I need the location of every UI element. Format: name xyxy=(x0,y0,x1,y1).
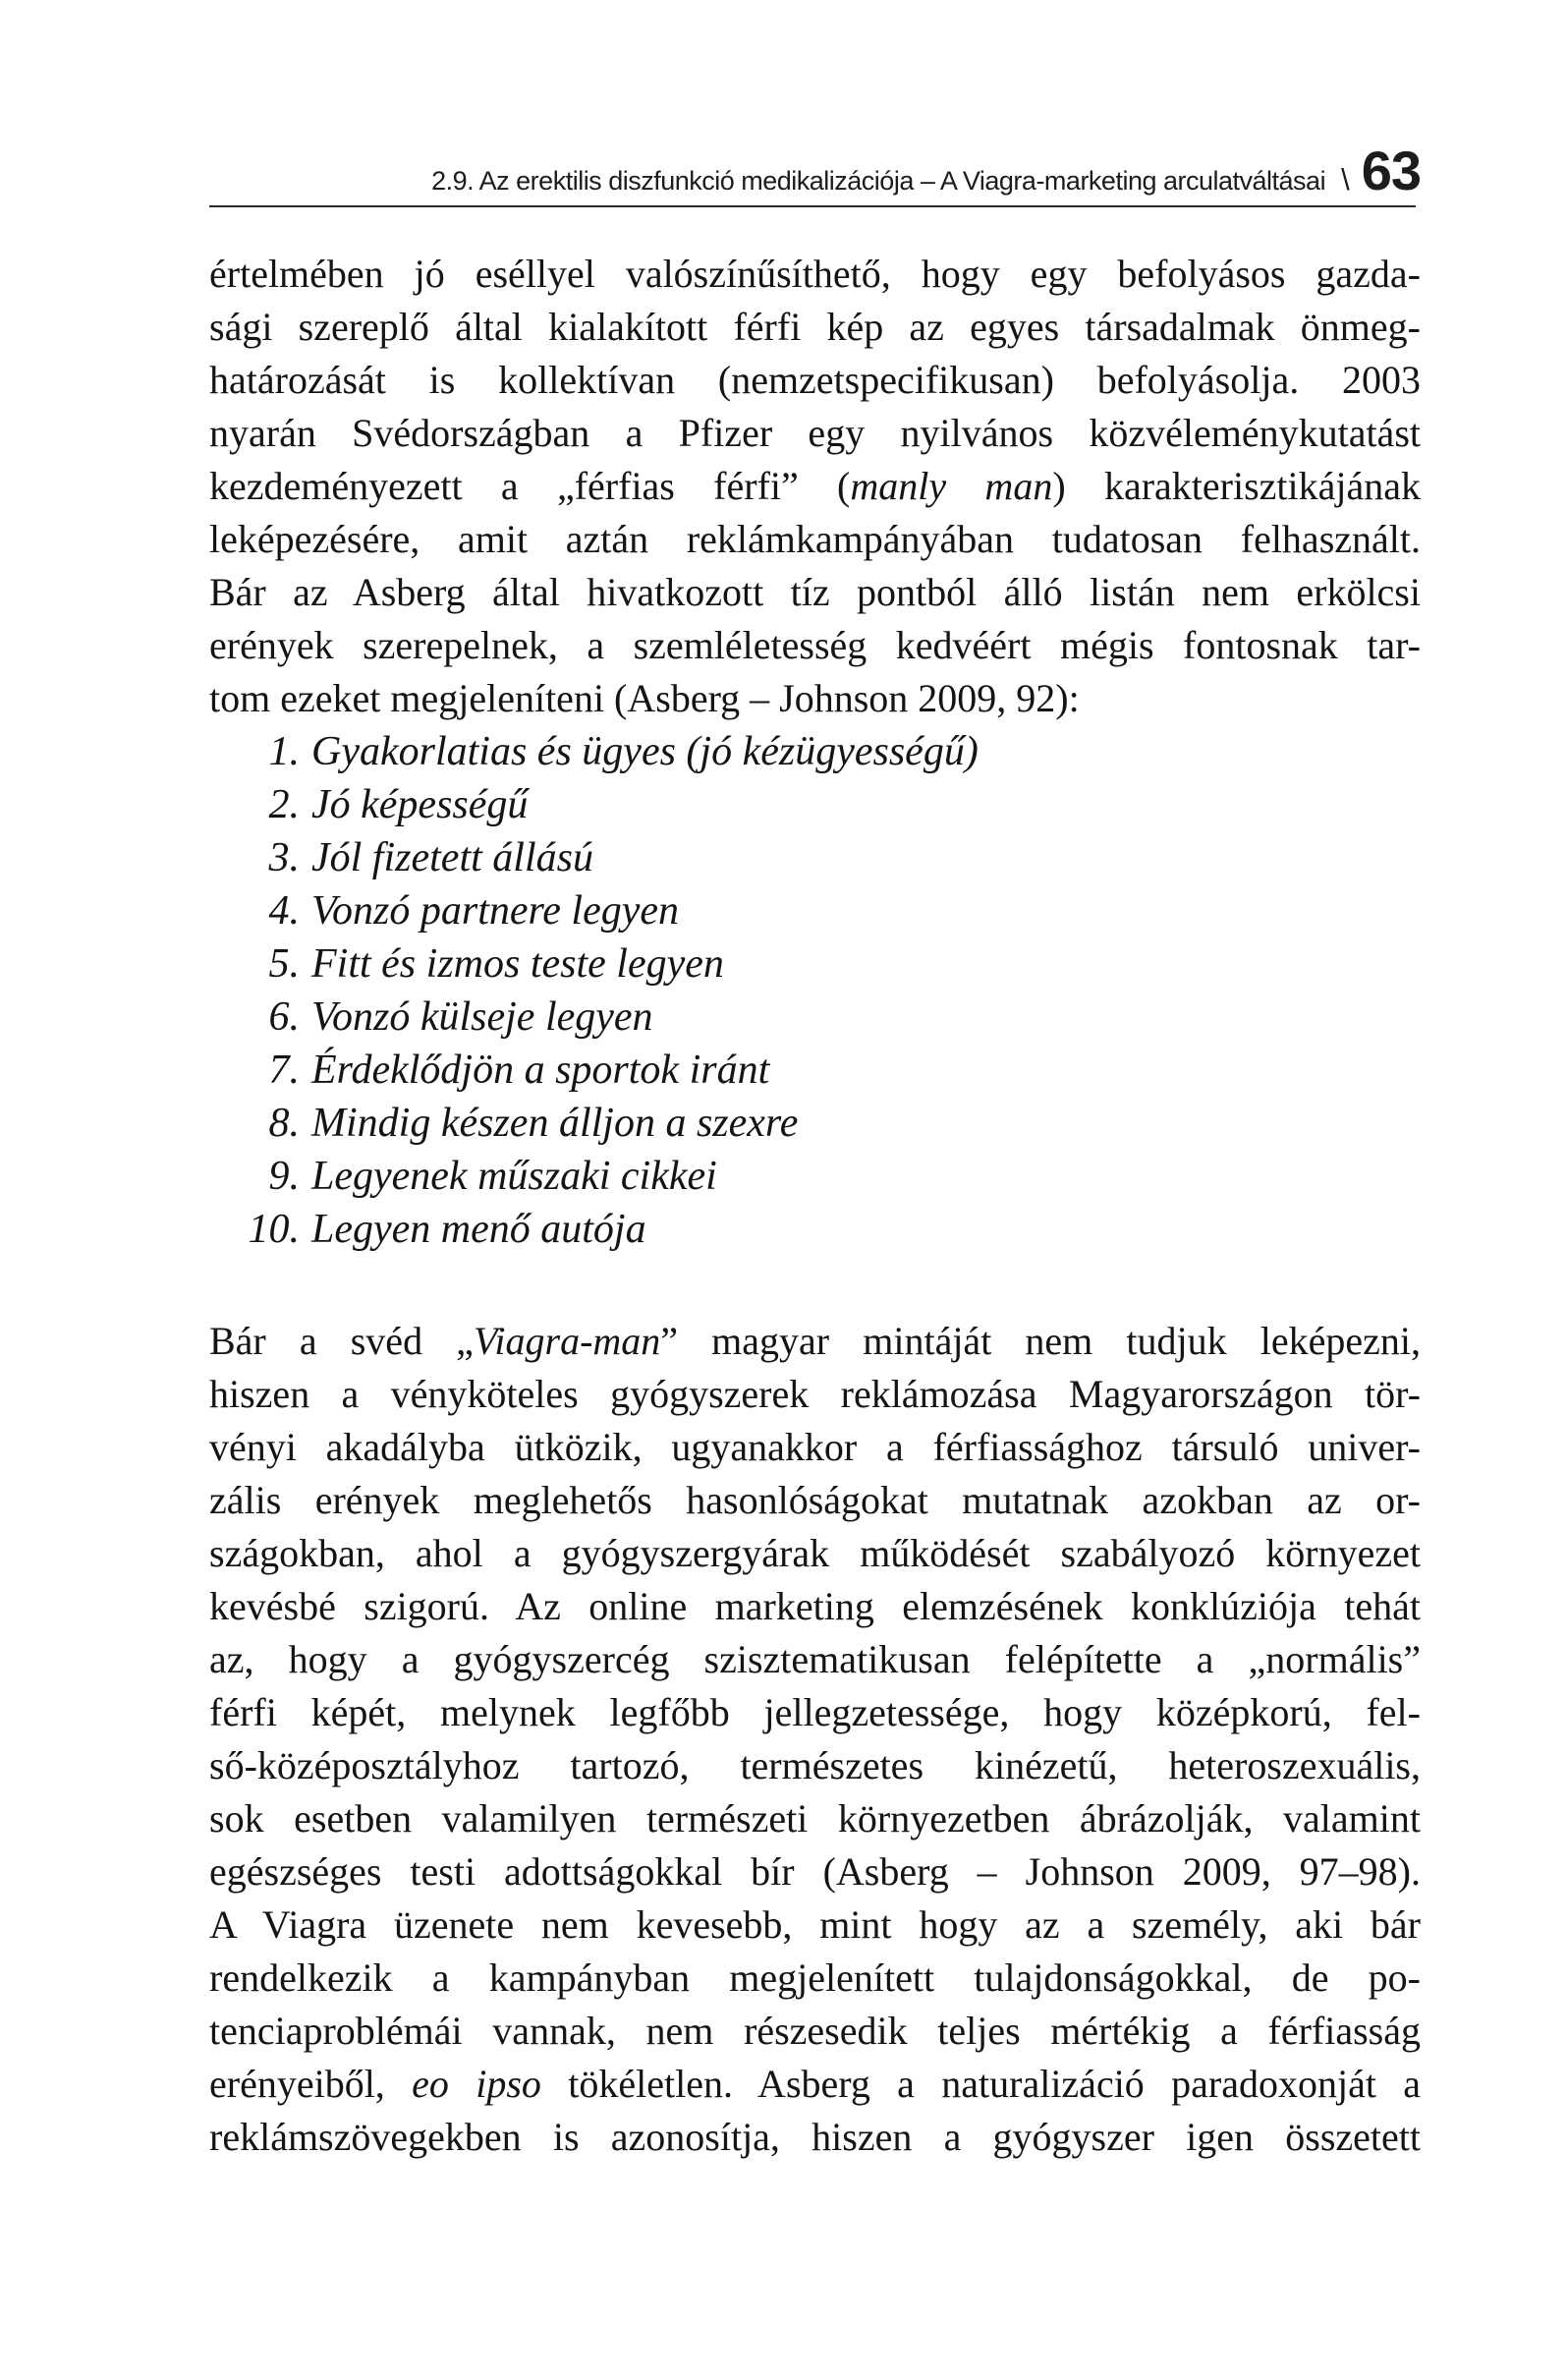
list-item xyxy=(209,1097,1421,1150)
text-segment: kezdeményezett a „férfias férfi” ( xyxy=(209,464,851,508)
text-line xyxy=(209,2111,1421,2164)
list-item xyxy=(209,725,1421,778)
text-line xyxy=(209,1315,1421,1368)
list-item-number: 10. xyxy=(248,1207,300,1252)
list-item-number: 5. xyxy=(268,941,300,987)
list-item xyxy=(209,778,1421,831)
header-separator: \ xyxy=(1341,162,1350,197)
text-segment: tökéletlen. Asberg a naturalizáció paradoxonját a xyxy=(540,2062,1422,2106)
text-line xyxy=(209,1633,1421,1686)
text-line xyxy=(209,2005,1421,2058)
text-segment: férfi képét, melynek legfőbb jellegzetessége, hogy középkorú, fel- xyxy=(209,1690,1421,1734)
page-header xyxy=(209,140,1421,201)
text-segment: leképezésére, amit aztán reklámkampányában tudatosan felhasznált. xyxy=(209,517,1421,561)
list-item-text: Vonzó külseje legyen xyxy=(311,994,653,1040)
text-segment: ” magyar mintáját nem tudjuk leképezni, xyxy=(660,1319,1421,1363)
list-item-number: 9. xyxy=(268,1154,300,1199)
text-segment: nyarán Svédországban a Pfizer egy nyilvános közvéleménykutatást xyxy=(209,411,1421,455)
text-line xyxy=(209,1580,1421,1633)
text-line xyxy=(209,1474,1421,1527)
list-item-number: 3. xyxy=(268,835,300,880)
list-item-number: 8. xyxy=(268,1101,300,1146)
text-segment: tenciaproblémái vannak, nem részesedik teljes mértékig a férfiasság xyxy=(209,2009,1421,2053)
text-segment: sági szereplő által kialakított férfi kép az egyes társadalmak önmeg- xyxy=(209,305,1421,349)
list-item-text: Érdeklődjön a sportok iránt xyxy=(311,1048,770,1093)
text-segment: ső-középosztályhoz tartozó, természetes kinézetű, heteroszexuális, xyxy=(209,1743,1421,1787)
list-item-text: Legyen menő autója xyxy=(311,1207,646,1252)
list-item-text: Gyakorlatias és ügyes (jó kézügyességű) xyxy=(311,729,979,774)
list-item-text: Vonzó partnere legyen xyxy=(311,888,680,934)
list-item-number: 4. xyxy=(268,888,300,934)
text-segment: kevésbé szigorú. Az online marketing elemzésének konklúziója tehát xyxy=(209,1584,1421,1628)
text-line xyxy=(209,460,1421,513)
text-segment: erényeiből, xyxy=(209,2062,413,2106)
page-number: 63 xyxy=(1361,140,1421,201)
text-line xyxy=(209,301,1421,354)
text-segment: egészséges testi adottságokkal bír (Asberg – Johnson 2009, 97–98). xyxy=(209,1849,1421,1894)
italic-phrase: Viagra-man xyxy=(473,1319,661,1363)
text-line xyxy=(209,248,1421,301)
text-line xyxy=(209,1792,1421,1845)
list-item-text: Jól fizetett állású xyxy=(311,835,593,880)
text-segment: tom ezeket megjeleníteni (Asberg – Johnson 2009, 92): xyxy=(209,676,1080,720)
list-item-text: Legyenek műszaki cikkei xyxy=(311,1154,717,1199)
text-line xyxy=(209,1845,1421,1898)
text-line xyxy=(209,1421,1421,1474)
text-segment: értelmében jó eséllyel valószínűsíthető, hogy egy befolyásos gazda- xyxy=(209,252,1421,296)
text-segment: az, hogy a gyógyszercég szisztematikusan felépítette a „normális” xyxy=(209,1637,1421,1681)
list-item xyxy=(209,937,1421,991)
text-line xyxy=(209,566,1421,619)
header-rule xyxy=(209,205,1416,207)
text-segment: A Viagra üzenete nem kevesebb, mint hogy az a személy, aki bár xyxy=(209,1902,1421,1947)
text-line xyxy=(209,407,1421,460)
text-segment: határozását is kollektívan (nemzetspecifikusan) befolyásolja. 2003 xyxy=(209,358,1421,402)
text-segment: hiszen a vényköteles gyógyszerek reklámozása Magyarországon tör- xyxy=(209,1372,1421,1416)
text-line xyxy=(209,1952,1421,2005)
paragraph-1 xyxy=(209,248,1421,725)
text-segment: ) karakterisztikájának xyxy=(1052,464,1421,508)
text-line xyxy=(209,1686,1421,1739)
text-line xyxy=(209,2058,1421,2111)
list-item-number: 6. xyxy=(268,994,300,1040)
list-item xyxy=(209,991,1421,1044)
list-item xyxy=(209,1203,1421,1256)
list-item-text: Fitt és izmos teste legyen xyxy=(311,941,724,987)
text-segment: reklámszövegekben is azonosítja, hiszen a gyógyszer igen összetett xyxy=(209,2115,1421,2159)
text-segment: szágokban, ahol a gyógyszergyárak működését szabályozó környezet xyxy=(209,1531,1421,1575)
list-item-text: Mindig készen álljon a szexre xyxy=(311,1101,799,1146)
text-line xyxy=(209,1527,1421,1580)
list-item-number: 2. xyxy=(268,782,300,827)
italic-phrase: manly man xyxy=(850,464,1053,508)
text-segment: zális erények meglehetős hasonlóságokat mutatnak azokban az or- xyxy=(209,1478,1421,1522)
list-item-text: Jó képességű xyxy=(311,782,529,827)
text-segment: erények szerepelnek, a szemléletesség kedvéért mégis fontosnak tar- xyxy=(209,623,1421,667)
list-item-number: 7. xyxy=(268,1048,300,1093)
text-segment: Bár a svéd „ xyxy=(209,1319,474,1363)
paragraph-2 xyxy=(209,1315,1421,2164)
text-line xyxy=(209,1739,1421,1792)
italic-phrase: eo ipso xyxy=(412,2062,541,2106)
text-line xyxy=(209,672,1421,725)
chapter-title: 2.9. Az erektilis diszfunkció medikalizációja – A Viagra-marketing arculatváltásai xyxy=(431,166,1326,196)
text-line xyxy=(209,354,1421,407)
list-item xyxy=(209,1044,1421,1097)
text-segment: rendelkezik a kampányban megjelenített tulajdonságokkal, de po- xyxy=(209,1955,1421,2000)
list-item xyxy=(209,1150,1421,1203)
text-segment: vényi akadályba ütközik, ugyanakkor a férfiassághoz társuló univer- xyxy=(209,1425,1421,1469)
text-line xyxy=(209,1368,1421,1421)
text-segment: Bár az Asberg által hivatkozott tíz pontból álló listán nem erkölcsi xyxy=(209,570,1421,614)
list-item xyxy=(209,884,1421,937)
list-item-number: 1. xyxy=(268,729,300,774)
text-line xyxy=(209,513,1421,566)
virtue-list xyxy=(209,725,1421,1256)
page-body xyxy=(209,248,1421,2164)
text-line xyxy=(209,619,1421,672)
list-item xyxy=(209,831,1421,884)
text-segment: sok esetben valamilyen természeti környezetben ábrázolják, valamint xyxy=(209,1796,1421,1841)
text-line xyxy=(209,1898,1421,1952)
